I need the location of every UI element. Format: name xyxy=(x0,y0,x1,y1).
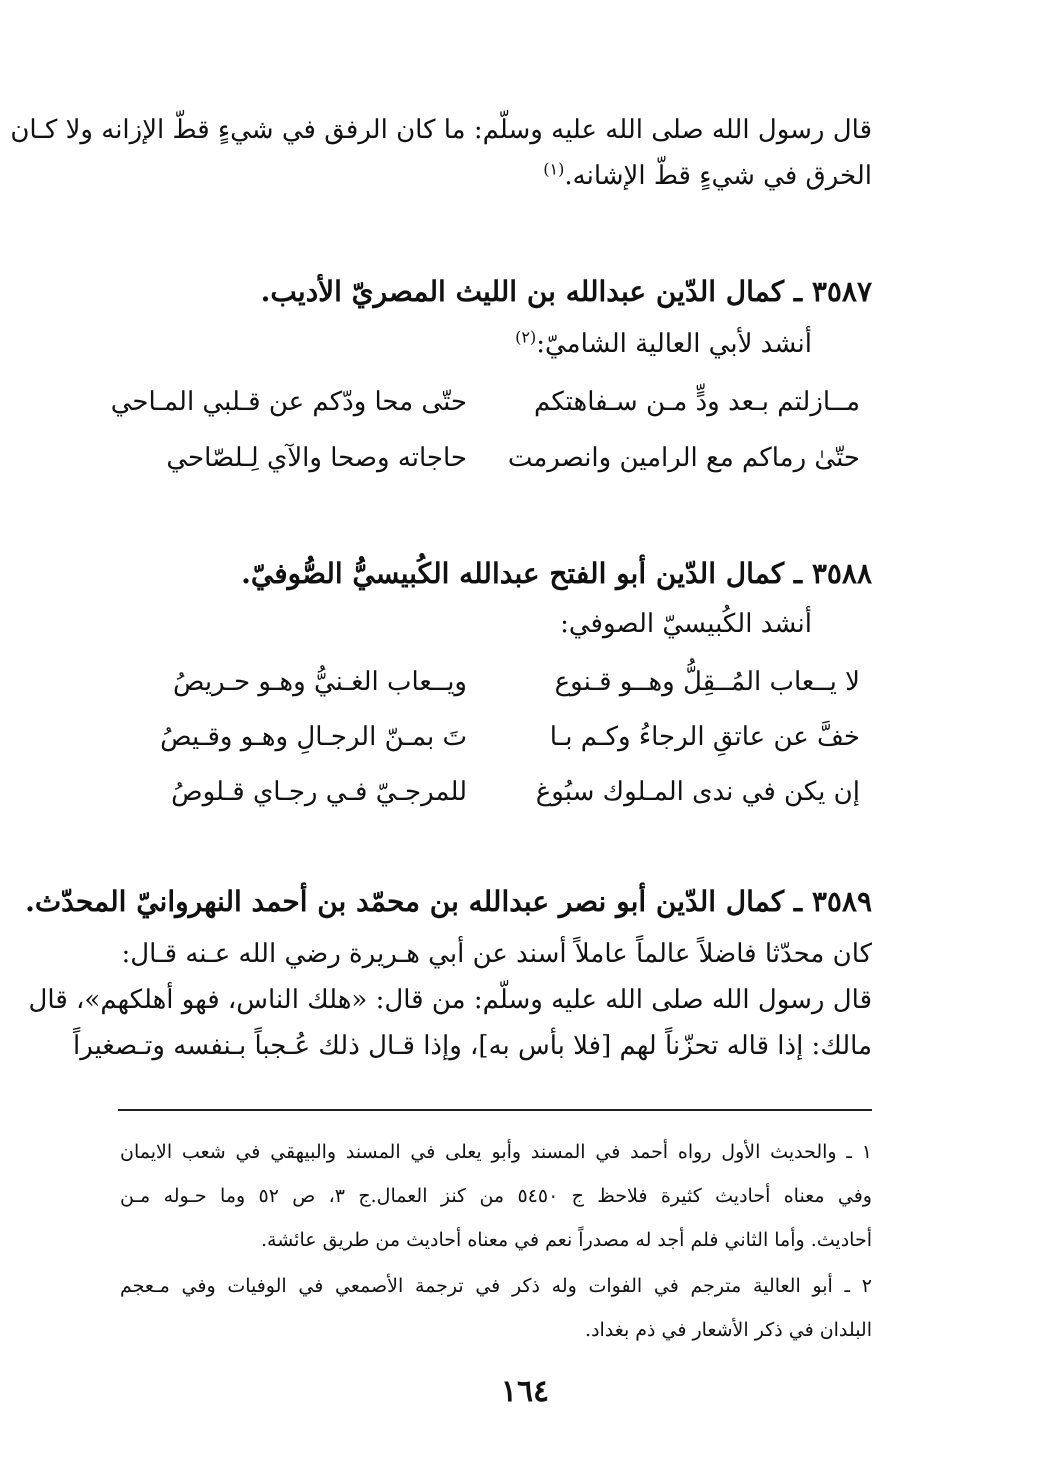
footnote-line: ٢ ـ أبو العالية مترجم في الفوات وله ذكر في ترجمة الأصمعي في الوفيات وفي مـعجم xyxy=(120,1275,872,1297)
verse-line xyxy=(132,436,872,480)
verse-second-hemistich: ويــعاب الغـنيُّ وهـو حـريصُ xyxy=(172,667,467,697)
page-number: ١٦٤ xyxy=(500,1374,550,1409)
paragraph-text: قال رسول الله صلى الله عليه وسلّم: ما كان الرفق في شيءٍ قطّ الإزانه ولا كـان xyxy=(10,115,872,145)
footnote-separator xyxy=(118,1109,872,1111)
verse-line xyxy=(132,770,872,814)
footnote-ref: (١) xyxy=(543,159,565,179)
verse-line xyxy=(132,715,872,759)
verse-first-hemistich: إن يكن في ندى المـلوك سبُوغ xyxy=(535,777,860,807)
verse-first-hemistich: لا يــعاب المُــقِلُّ وهــو قـنوع xyxy=(554,667,860,697)
footnote-line: أحاديث. وأما الثاني فلم أجد له مصدراً نعم في معناه أحاديث من طريق عائشة. xyxy=(260,1229,872,1251)
verse-intro xyxy=(172,324,812,364)
verse-second-hemistich: حاجاته وصحا والآي لِـلصّاحي xyxy=(166,443,467,473)
verse-first-hemistich: خفَّ عن عاتقِ الرجاءُ وكـم بـا xyxy=(549,722,860,752)
paragraph-text: الخرق في شيءٍ قطّ الإشانه. xyxy=(564,161,872,191)
footnote-line: ١ ـ والحديث الأول رواه أحمد في المسند وأبو يعلى في المسند والبيهقي في شعب الايمان xyxy=(120,1141,872,1163)
entry-heading: ٣٥٨٨ ـ كمال الدّين أبو الفتح عبدالله الكُبيسيُّ الصُّوفيّ. xyxy=(241,557,872,590)
paragraph-line xyxy=(10,110,872,150)
footnote-ref: (٢) xyxy=(515,327,537,347)
verse-second-hemistich: حتّى محا ودّكم عن قـلبي المـاحي xyxy=(110,387,467,417)
footnote-line: وفي معناه أحاديث كثيرة فلاحظ ج ٥٤٥٠ من كنز العمال.ج ٣، ص ٥٢ وما حـوله مـن xyxy=(120,1185,872,1207)
verse-intro-text: أنشد لأبي العالية الشاميّ: xyxy=(536,329,812,359)
entry-heading: ٣٥٨٩ ـ كمال الدّين أبو نصر عبدالله بن محمّد بن أحمد النهروانيّ المحدّث. xyxy=(25,885,872,918)
paragraph-line: كان محدّثا فاضلاً عالماً عاملاً أسند عن أبي هـريرة رضي الله عـنه قـال: xyxy=(121,939,872,969)
verse-line xyxy=(110,380,872,424)
verse-line xyxy=(132,660,872,704)
paragraph-line xyxy=(178,156,872,196)
paragraph-line: مالك: إذا قاله تحزّناً لهم [فلا بأس به]، وإذا قـال ذلك عُـجباً بـنفسه وتـصغيراً xyxy=(73,1031,872,1061)
verse-first-hemistich: مــازلتم بـعد ودٍّ مـن سـفاهتكم xyxy=(534,387,860,417)
verse-second-hemistich: للمرجـيّ فـي رجـاي قـلوصُ xyxy=(171,777,467,807)
footnote-line: البلدان في ذكر الأشعار في ذم بغداد. xyxy=(585,1319,872,1341)
verse-intro: أنشد الكُبيسيّ الصوفي: xyxy=(560,609,812,639)
entry-heading: ٣٥٨٧ ـ كمال الدّين عبدالله بن الليث المصريّ الأديب. xyxy=(260,275,872,308)
verse-first-hemistich: حتّىٰ رماكم مع الرامين وانصرمت xyxy=(507,443,860,473)
verse-second-hemistich: تَ بمـنّ الرجـالِ وهـو وقـيصُ xyxy=(160,722,467,752)
paragraph-line: قال رسول الله صلى الله عليه وسلّم: من قال: «هلك الناس، فهو أهلكهم»، قال xyxy=(28,985,872,1015)
